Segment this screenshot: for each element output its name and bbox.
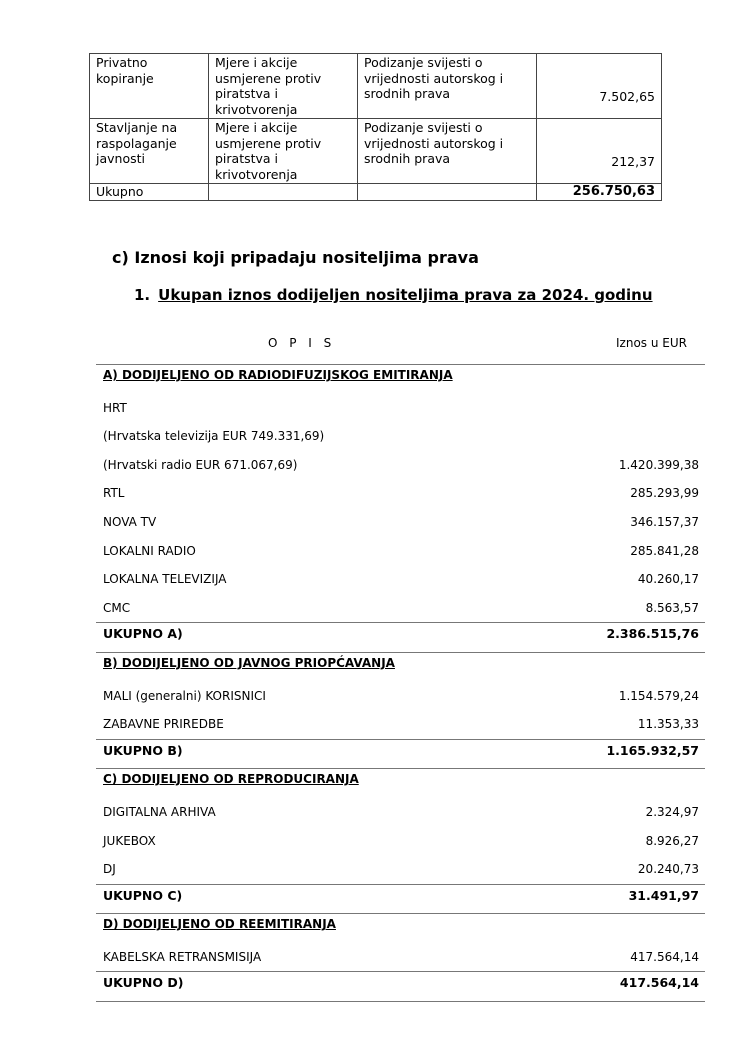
top-table-amount: 212,37 bbox=[537, 119, 662, 184]
row-value: 8.563,57 bbox=[645, 600, 699, 615]
cell-line: piratstva i bbox=[215, 151, 279, 166]
cell-line: Podizanje svijesti o bbox=[364, 120, 483, 135]
row-value: 2.386.515,76 bbox=[606, 626, 699, 642]
top-table-row bbox=[90, 119, 662, 184]
header-iznos: Iznos u EUR bbox=[616, 336, 687, 350]
row-label: ZABAVNE PRIREDBE bbox=[103, 717, 224, 732]
cell-line: krivotvorenja bbox=[215, 101, 298, 117]
item-row bbox=[96, 565, 705, 594]
top-table-amount: 7.502,65 bbox=[537, 54, 662, 119]
total-row bbox=[96, 971, 705, 1001]
item-row bbox=[96, 827, 705, 856]
cell-line: Stavljanje na bbox=[96, 120, 178, 135]
top-table-total-label: Ukupno bbox=[90, 184, 209, 201]
row-value: 285.293,99 bbox=[630, 486, 699, 501]
row-value: 40.260,17 bbox=[637, 572, 699, 587]
item-row bbox=[96, 943, 705, 972]
top-table-empty-cell bbox=[209, 184, 358, 201]
row-label: HRT bbox=[103, 400, 127, 415]
top-table bbox=[89, 53, 662, 201]
row-value: 285.841,28 bbox=[630, 543, 699, 558]
row-label: JUKEBOX bbox=[103, 833, 156, 848]
cell-line: vrijednosti autorskog i bbox=[364, 70, 504, 86]
cell-line: javnosti bbox=[96, 151, 145, 166]
item-row bbox=[96, 682, 705, 711]
section-heading: c) Iznosi koji pripadaju nositeljima prava bbox=[112, 248, 479, 267]
row-label: D) DODIJELJENO OD REEMITIRANJA bbox=[103, 917, 336, 932]
item-row bbox=[96, 451, 705, 480]
cell-line: srodnih prava bbox=[364, 86, 451, 101]
row-value: 11.353,33 bbox=[637, 717, 699, 732]
row-value: 2.324,97 bbox=[645, 804, 699, 819]
top-table-cell bbox=[90, 54, 209, 119]
cell-line: piratstva i bbox=[215, 86, 279, 101]
header-opis: O P I S bbox=[268, 336, 336, 350]
item-row bbox=[96, 479, 705, 508]
top-table-cell bbox=[358, 119, 537, 184]
row-label: C) DODIJELJENO OD REPRODUCIRANJA bbox=[103, 772, 359, 787]
row-label: NOVA TV bbox=[103, 514, 157, 529]
sub-heading-title: Ukupan iznos dodijeljen nositeljima prava za 2024. godinu bbox=[158, 286, 653, 304]
cell-line: kopiranje bbox=[96, 70, 154, 86]
row-value: 346.157,37 bbox=[630, 514, 699, 529]
item-row bbox=[96, 710, 705, 739]
row-value: 31.491,97 bbox=[628, 887, 699, 903]
row-value: 1.165.932,57 bbox=[606, 742, 699, 758]
category-row bbox=[96, 913, 705, 943]
cell-line: srodnih prava bbox=[364, 151, 451, 166]
item-row bbox=[96, 508, 705, 537]
top-table-row bbox=[90, 54, 662, 119]
row-label: UKUPNO B) bbox=[103, 742, 183, 758]
total-row bbox=[96, 622, 705, 652]
row-label: UKUPNO C) bbox=[103, 887, 183, 903]
cell-line: Privatno bbox=[96, 55, 148, 70]
row-label: A) DODIJELJENO OD RADIODIFUZIJSKOG EMITIRANJA bbox=[103, 368, 453, 382]
cell-line: vrijednosti autorskog i bbox=[364, 135, 504, 151]
top-table-total-amount: 256.750,63 bbox=[537, 184, 662, 201]
item-row bbox=[96, 855, 705, 884]
top-table-empty-cell bbox=[358, 184, 537, 201]
row-label: MALI (generalni) KORISNICI bbox=[103, 688, 266, 703]
amounts-table-rows bbox=[96, 364, 705, 1001]
category-row bbox=[96, 364, 705, 394]
item-row bbox=[96, 422, 705, 451]
cell-line: raspolaganje bbox=[96, 135, 177, 151]
row-value: 417.564,14 bbox=[619, 975, 699, 991]
row-label: (Hrvatski radio EUR 671.067,69) bbox=[103, 457, 298, 472]
sub-heading-number: 1. bbox=[134, 286, 151, 304]
item-row bbox=[96, 537, 705, 566]
item-row bbox=[96, 594, 705, 623]
cell-line: Mjere i akcije bbox=[215, 120, 298, 135]
top-table-cell bbox=[209, 54, 358, 119]
row-value: 20.240,73 bbox=[637, 862, 699, 877]
row-label: UKUPNO A) bbox=[103, 626, 183, 642]
item-row bbox=[96, 798, 705, 827]
row-value: 1.154.579,24 bbox=[618, 688, 699, 703]
cell-line: Podizanje svijesti o bbox=[364, 55, 483, 70]
amounts-table-header bbox=[96, 330, 705, 364]
top-table-cell bbox=[209, 119, 358, 184]
cell-line: usmjerene protiv bbox=[215, 70, 322, 86]
sub-heading bbox=[134, 286, 653, 304]
row-label: B) DODIJELJENO OD JAVNOG PRIOPĆAVANJA bbox=[103, 655, 395, 670]
row-label: CMC bbox=[103, 600, 131, 615]
row-label: DJ bbox=[103, 862, 116, 877]
cell-line: usmjerene protiv bbox=[215, 135, 322, 151]
top-table-body bbox=[90, 54, 662, 201]
total-row bbox=[96, 884, 705, 914]
row-label: LOKALNI RADIO bbox=[103, 543, 196, 558]
cell-line: Mjere i akcije bbox=[215, 55, 298, 70]
row-label: LOKALNA TELEVIZIJA bbox=[103, 572, 227, 587]
row-value: 8.926,27 bbox=[645, 833, 699, 848]
amounts-table bbox=[96, 330, 705, 1002]
row-value: 1.420.399,38 bbox=[618, 457, 699, 472]
category-row bbox=[96, 652, 705, 682]
row-value: 417.564,14 bbox=[630, 949, 699, 964]
category-row bbox=[96, 768, 705, 798]
top-table-cell bbox=[358, 54, 537, 119]
total-row bbox=[96, 739, 705, 769]
row-label: UKUPNO D) bbox=[103, 975, 184, 991]
top-table-total-row bbox=[90, 184, 662, 201]
cell-line: krivotvorenja bbox=[215, 166, 298, 182]
row-label: DIGITALNA ARHIVA bbox=[103, 804, 216, 819]
row-label: KABELSKA RETRANSMISIJA bbox=[103, 949, 262, 964]
item-row bbox=[96, 394, 705, 423]
row-label: (Hrvatska televizija EUR 749.331,69) bbox=[103, 429, 325, 444]
row-label: RTL bbox=[103, 486, 125, 501]
top-table-cell bbox=[90, 119, 209, 184]
